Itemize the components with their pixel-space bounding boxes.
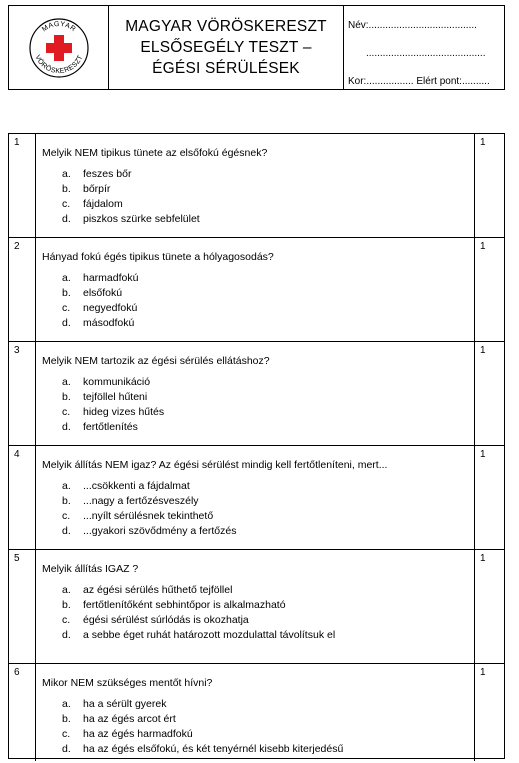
name-field-line-2[interactable]: ........................................... (366, 48, 486, 59)
question-row-6 (9, 663, 504, 761)
title-line-1: MAGYAR VÖRÖSKERESZT (125, 18, 327, 35)
title-line-3: ÉGÉSI SÉRÜLÉSEK (152, 60, 300, 77)
question-text: Melyik NEM tipikus tünete az elsőfokú égésnek? (42, 147, 268, 159)
answer-option[interactable]: b. ha az égés arcot ért (62, 713, 176, 725)
test-title (109, 6, 344, 89)
questions-table (8, 133, 505, 759)
answer-option[interactable]: a. harmadfokú (62, 272, 139, 284)
question-text: Melyik NEM tartozik az égési sérülés ellátáshoz? (42, 355, 270, 367)
question-number: 2 (9, 238, 36, 342)
answer-list (62, 697, 343, 757)
age-field[interactable]: Kor:................. (348, 76, 414, 87)
answer-list (62, 375, 164, 435)
answer-option[interactable]: b. ...nagy a fertőzésveszély (62, 495, 199, 507)
answer-option[interactable]: b. elsőfokú (62, 287, 123, 299)
answer-list (62, 583, 335, 643)
answer-option[interactable]: d. a sebbe éget ruhát határozott mozdulattal távolítsuk el (62, 629, 336, 641)
student-info-cell (344, 6, 504, 89)
answer-option[interactable]: a. feszes bőr (62, 168, 132, 180)
title-line-2: ELSŐSEGÉLY TESZT – (140, 39, 312, 56)
answer-list (62, 167, 200, 227)
question-row-1 (9, 134, 504, 237)
answer-option[interactable]: b. bőrpír (62, 183, 111, 195)
logo-cell (9, 6, 109, 89)
answer-option[interactable]: a. ...csökkenti a fájdalmat (62, 480, 190, 492)
answer-option[interactable]: c. hideg vizes hűtés (62, 406, 165, 418)
answer-list (62, 271, 138, 331)
question-text: Hányad fokú égés tipikus tünete a hólyagosodás? (42, 251, 274, 263)
question-number: 6 (9, 664, 36, 761)
question-points: 1 (474, 550, 504, 664)
answer-option[interactable]: b. fertőtlenítőként sebhintőpor is alkalmazható (62, 599, 286, 611)
answer-option[interactable]: c. ...nyílt sérülésnek tekinthető (62, 510, 214, 522)
answer-option[interactable]: a. ha a sérült gyerek (62, 698, 167, 710)
answer-option[interactable]: c. égési sérülést súrlódás is okozhatja (62, 614, 249, 626)
question-number: 1 (9, 134, 36, 237)
question-points: 1 (474, 446, 504, 550)
question-row-5 (9, 549, 504, 664)
question-row-4 (9, 445, 504, 550)
question-number: 3 (9, 342, 36, 446)
question-number: 5 (9, 550, 36, 664)
svg-text:VÖRÖSKERESZT: VÖRÖSKERESZT (32, 53, 85, 75)
red-cross-logo (28, 17, 90, 79)
answer-option[interactable]: c. fájdalom (62, 198, 123, 210)
answer-option[interactable]: c. ha az égés harmadfokú (62, 728, 193, 740)
age-score-fields (348, 76, 490, 87)
question-text: Melyik állítás IGAZ ? (42, 563, 139, 575)
answer-option[interactable]: a. az égési sérülés hűthető tejföllel (62, 584, 233, 596)
question-text: Melyik állítás NEM igaz? Az égési sérülést mindig kell fertőtleníteni, mert... (42, 459, 388, 471)
question-text: Mikor NEM szükséges mentőt hívni? (42, 677, 213, 689)
answer-option[interactable]: d. ...gyakori szövődmény a fertőzés (62, 525, 237, 537)
answer-option[interactable]: a. kommunikáció (62, 376, 151, 388)
svg-text:MAGYAR: MAGYAR (40, 20, 77, 33)
header-table (8, 5, 505, 90)
answer-option[interactable]: d. piszkos szürke sebfelület (62, 213, 200, 225)
answer-option[interactable]: d. másodfokú (62, 317, 135, 329)
answer-option[interactable]: d. fertőtlenítés (62, 421, 138, 433)
question-points: 1 (474, 134, 504, 237)
score-field[interactable]: Elért pont:.......... (416, 76, 490, 87)
answer-option[interactable]: c. negyedfokú (62, 302, 138, 314)
answer-option[interactable]: b. tejföllel hűteni (62, 391, 148, 403)
answer-list (62, 479, 237, 539)
name-field[interactable]: Név:....................................... (348, 20, 477, 31)
answer-option[interactable]: d. ha az égés elsőfokú, és két tenyérnél kisebb kiterjedésű (62, 743, 344, 755)
question-row-3 (9, 341, 504, 446)
question-points: 1 (474, 342, 504, 446)
question-points: 1 (474, 238, 504, 342)
question-row-2 (9, 237, 504, 342)
question-number: 4 (9, 446, 36, 550)
question-points: 1 (474, 664, 504, 761)
